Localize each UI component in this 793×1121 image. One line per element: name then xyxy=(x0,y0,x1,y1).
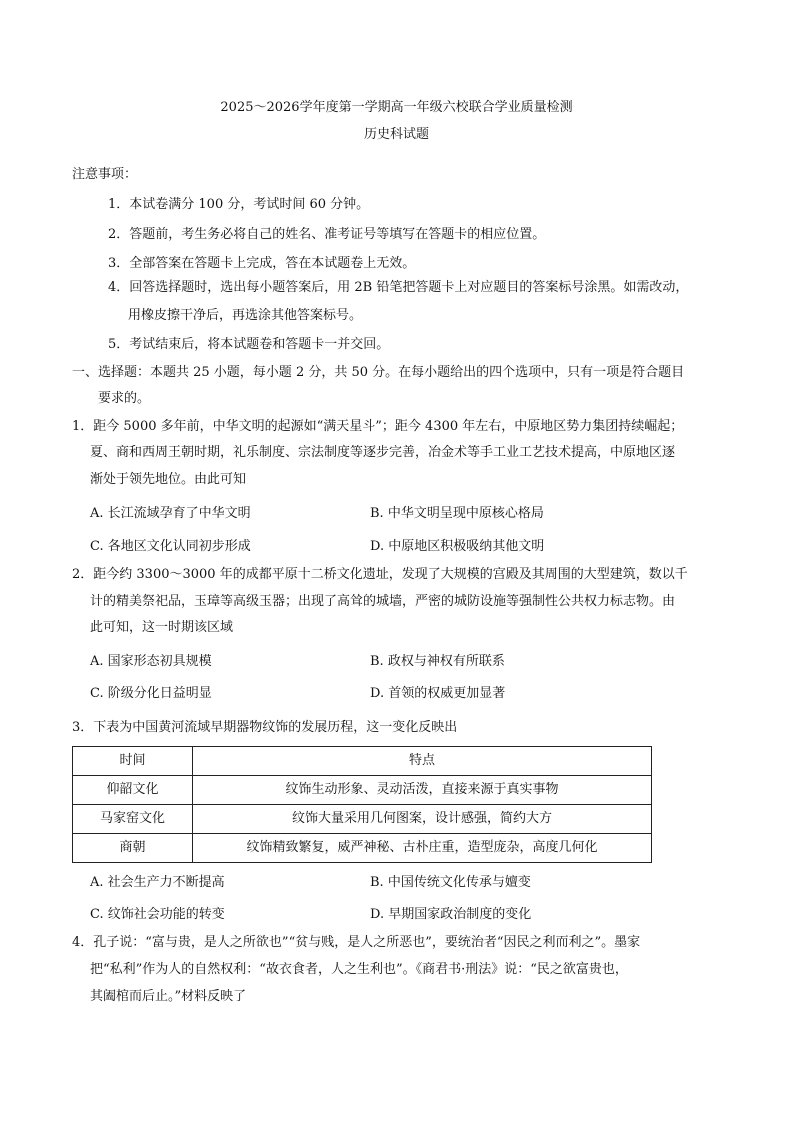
table-row xyxy=(73,776,652,805)
question-1-option-b: B. 中华文明呈现中原核心格局 xyxy=(370,506,544,521)
table-cell: 纹饰精致繁复，威严神秘、古朴庄重，造型庞杂，高度几何化 xyxy=(193,834,652,863)
question-1-option-c: C. 各地区文化认同初步形成 xyxy=(90,539,251,554)
question-3-table xyxy=(72,746,652,863)
question-2-option-a: A. 国家形态初具规模 xyxy=(90,654,212,669)
question-3-option-b: B. 中国传统文化传承与嬗变 xyxy=(370,875,531,890)
question-4-stem: 其阖棺而后止。”材料反映了 xyxy=(90,989,247,1004)
notice-heading: 注意事项： xyxy=(72,167,138,182)
question-2-option-d: D. 首领的权威更加显著 xyxy=(370,686,506,701)
question-4-stem: 4．孔子说：“富与贵，是人之所欲也”“贫与贱，是人之所恶也”，要统治者“因民之利而利之”。墨家 xyxy=(72,935,641,950)
question-1-stem: 渐处于领先地位。由此可知 xyxy=(90,472,247,487)
question-2-option-b: B. 政权与神权有所联系 xyxy=(370,654,505,669)
question-1-option-d: D. 中原地区积极吸纳其他文明 xyxy=(370,539,545,554)
notice-item: 2．答题前，考生务必将自己的姓名、准考证号等填写在答题卡的相应位置。 xyxy=(108,227,546,242)
table-cell: 商朝 xyxy=(73,834,193,863)
question-1-stem: 1．距今 5000 多年前，中华文明的起源如“满天星斗”；距今 4300 年左右，中原地区势力集团持续崛起； xyxy=(72,419,684,434)
table-header-cell: 时间 xyxy=(73,747,193,776)
question-1-option-a: A. 长江流域孕育了中华文明 xyxy=(90,506,251,521)
section-heading: 一、选择题：本题共 25 小题，每小题 2 分，共 50 分。在每小题给出的四个选项中，只有一项是符合题目 xyxy=(72,365,685,380)
table-cell: 马家窑文化 xyxy=(73,805,193,834)
table-cell: 仰韶文化 xyxy=(73,776,193,805)
notice-item: 1．本试卷满分 100 分，考试时间 60 分钟。 xyxy=(108,197,370,212)
question-3-stem: 3．下表为中国黄河流域早期器物纹饰的发展历程，这一变化反映出 xyxy=(72,720,458,735)
notice-item: 5．考试结束后，将本试题卷和答题卡一并交回。 xyxy=(108,337,390,352)
table-cell: 纹饰生动形象、灵动活泼，直接来源于真实事物 xyxy=(193,776,652,805)
table-row xyxy=(73,805,652,834)
section-heading-continued: 要求的。 xyxy=(98,391,151,406)
exam-title: 2025～2026学年度第一学期高一年级六校联合学业质量检测 xyxy=(220,100,573,115)
question-2-stem: 2．距今约 3300～3000 年的成都平原十二桥文化遗址，发现了大规模的宫殿及其周围的大型建筑，数以千 xyxy=(72,567,688,582)
notice-item: 4．回答选择题时，选出每小题答案后，用 2B 铅笔把答题卡上对应题目的答案标号涂黑。如需改动， xyxy=(108,280,689,295)
notice-item: 3．全部答案在答题卡上完成，答在本试题卷上无效。 xyxy=(108,256,416,271)
question-2-stem: 计的精美祭祀品，玉璋等高级玉器；出现了高耸的城墙，严密的城防设施等强制性公共权力标志物。由 xyxy=(90,594,676,609)
question-3-option-c: C. 纹饰社会功能的转变 xyxy=(90,907,225,922)
question-3-option-a: A. 社会生产力不断提高 xyxy=(90,875,225,890)
table-header-row xyxy=(73,747,652,776)
question-2-stem: 此可知，这一时期该区域 xyxy=(90,620,234,635)
question-2-option-c: C. 阶级分化日益明显 xyxy=(90,686,212,701)
question-1-stem: 夏、商和西周王朝时期，礼乐制度、宗法制度等逐步完善，冶金术等手工业工艺技术提高，中原地区逐 xyxy=(90,445,676,460)
notice-item-continued: 用橡皮擦干净后，再选涂其他答案标号。 xyxy=(128,308,363,323)
table-cell: 纹饰大量采用几何图案，设计感强，简约大方 xyxy=(193,805,652,834)
table-header-cell: 特点 xyxy=(193,747,652,776)
table-row xyxy=(73,834,652,863)
exam-subtitle: 历史科试题 xyxy=(363,127,429,142)
question-4-stem: 把“私利”作为人的自然权利：“故衣食者，人之生利也”。《商君书·刑法》说：“民之欲富贵也， xyxy=(90,962,628,977)
question-3-option-d: D. 早期国家政治制度的变化 xyxy=(370,907,532,922)
